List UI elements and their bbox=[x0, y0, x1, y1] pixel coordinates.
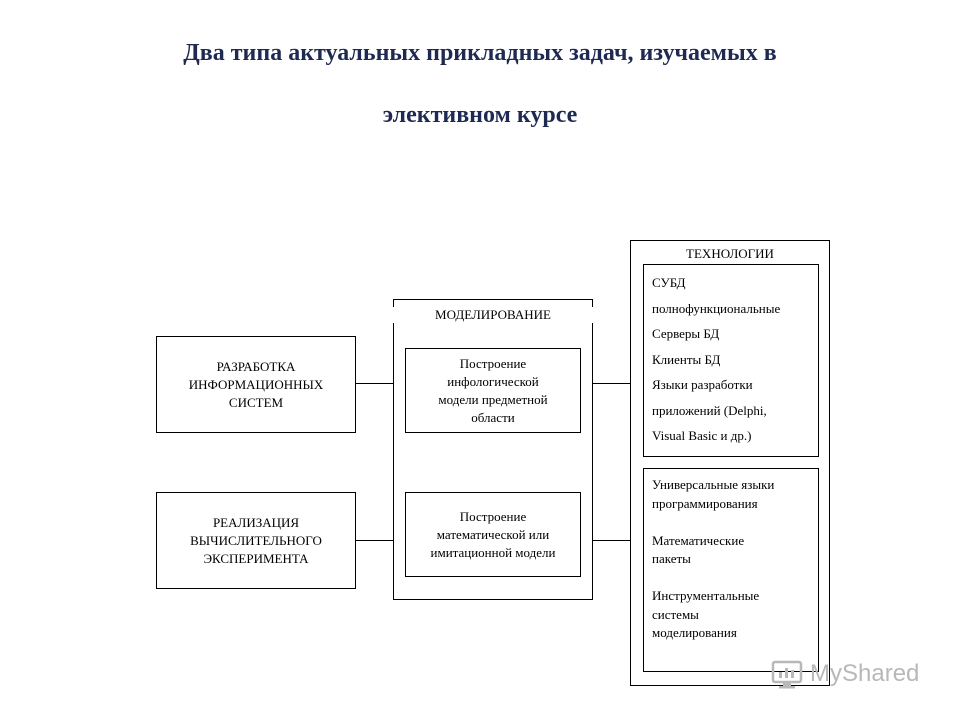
technologies-tools-list bbox=[652, 476, 774, 643]
technologies-header: ТЕХНОЛОГИИ bbox=[686, 246, 774, 261]
task-box-label: РЕАЛИЗАЦИЯ ВЫЧИСЛИТЕЛЬНОГО ЭКСПЕРИМЕНТА bbox=[190, 514, 322, 566]
tech-item: Инструментальные bbox=[652, 588, 760, 603]
tech-item: программирования bbox=[652, 495, 758, 511]
modeling-item-label: Построение математической или имитационной модели bbox=[430, 508, 556, 560]
modeling-header: МОДЕЛИРОВАНИЕ bbox=[393, 307, 593, 323]
modeling-item-mathematical bbox=[405, 492, 581, 577]
technologies-db-list bbox=[652, 270, 780, 449]
tech-item: Языки разработки bbox=[652, 377, 753, 392]
tech-item: Математические bbox=[652, 532, 745, 548]
slide-title-line-2: элективном курсе bbox=[382, 102, 578, 128]
watermark-text: MyShared bbox=[810, 660, 920, 687]
tech-item: системы bbox=[652, 606, 699, 622]
task-box-information-systems bbox=[156, 336, 356, 433]
tech-item-spacer bbox=[652, 513, 774, 532]
watermark bbox=[770, 656, 930, 692]
task-box-computational-experiment bbox=[156, 492, 356, 589]
tech-item: полнофункциональные bbox=[652, 300, 781, 316]
tech-item: приложений (Delphi, bbox=[652, 402, 767, 418]
modeling-item-infological bbox=[405, 348, 581, 433]
task-box-label: РАЗРАБОТКА ИНФОРМАЦИОННЫХ СИСТЕМ bbox=[188, 358, 324, 410]
tech-item: Серверы БД bbox=[652, 326, 720, 341]
tech-item: моделирования bbox=[652, 625, 737, 640]
slide-title-line-1: Два типа актуальных прикладных задач, изучаемых в bbox=[183, 40, 777, 66]
tech-item: Клиенты БД bbox=[652, 351, 721, 367]
tech-item-spacer bbox=[652, 569, 774, 588]
tech-item: Visual Basic и др.) bbox=[652, 428, 752, 443]
tech-item: СУБД bbox=[652, 275, 686, 290]
modeling-item-label: Построение инфологической модели предметной области bbox=[438, 355, 548, 425]
tech-item: Универсальные языки bbox=[652, 477, 775, 492]
tech-item: пакеты bbox=[652, 551, 691, 566]
monitor-chart-icon bbox=[770, 657, 804, 691]
